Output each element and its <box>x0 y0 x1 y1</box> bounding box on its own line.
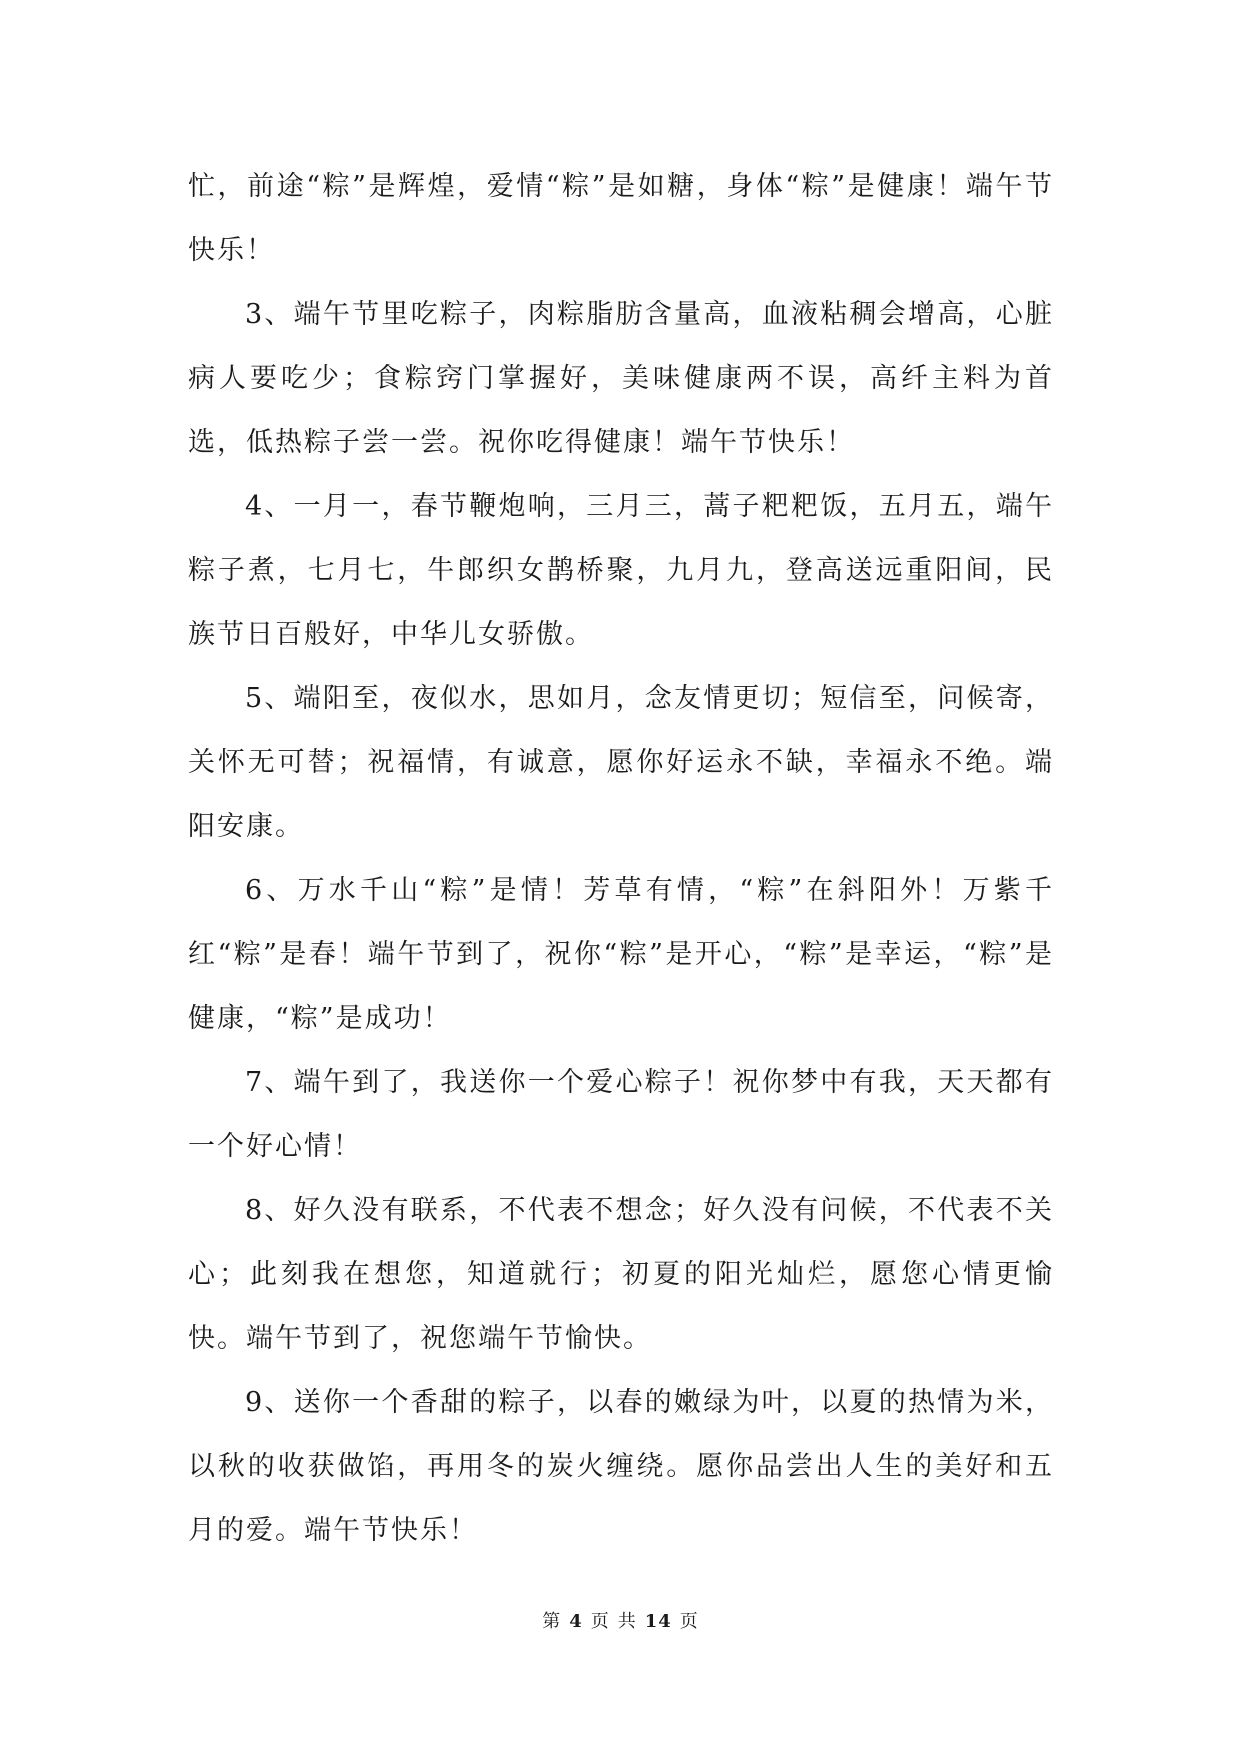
paragraph-item-6: 6、万水千山“粽”是情！芳草有情，“粽”在斜阳外！万紫千红“粽”是春！端午节到了，祝你“粽”是开心，“粽”是幸运，“粽”是健康，“粽”是成功！ <box>188 875 1054 1034</box>
footer-page-unit: 页 <box>590 1611 610 1632</box>
paragraph-item-4: 4、一月一，春节鞭炮响，三月三，蒿子粑粑饭，五月五，端午粽子煮，七月七，牛郎织女鹊桥聚，九月九，登高送远重阳间，民族节日百般好，中华儿女骄傲。 <box>188 491 1054 650</box>
page-footer <box>0 1610 1241 1634</box>
paragraph-item-7: 7、端午到了，我送你一个爱心粽子！祝你梦中有我，天天都有一个好心情！ <box>188 1067 1054 1162</box>
paragraph-continued: 忙，前途“粽”是辉煌，爱情“粽”是如糖，身体“粽”是健康！端午节快乐！ <box>188 171 1054 266</box>
footer-page-number: 4 <box>569 1611 583 1632</box>
footer-total-prefix: 共 <box>617 1611 637 1632</box>
footer-prefix: 第 <box>542 1611 562 1632</box>
paragraph-item-5: 5、端阳至，夜似水，思如月，念友情更切；短信至，问候寄，关怀无可替；祝福情，有诚意，愿你好运永不缺，幸福永不绝。端阳安康。 <box>188 683 1054 842</box>
paragraph-item-3: 3、端午节里吃粽子，肉粽脂肪含量高，血液粘稠会增高，心脏病人要吃少；食粽窍门掌握好，美味健康两不误，高纤主料为首选，低热粽子尝一尝。祝你吃得健康！端午节快乐！ <box>188 299 1054 458</box>
document-body <box>188 155 1054 1563</box>
paragraph-item-9: 9、送你一个香甜的粽子，以春的嫩绿为叶，以夏的热情为米，以秋的收获做馅，再用冬的炭火缠绕。愿你品尝出人生的美好和五月的爱。端午节快乐！ <box>188 1387 1054 1546</box>
footer-total-pages: 14 <box>644 1611 672 1632</box>
paragraph-item-8: 8、好久没有联系，不代表不想念；好久没有问候，不代表不关心；此刻我在想您，知道就行；初夏的阳光灿烂，愿您心情更愉快。端午节到了，祝您端午节愉快。 <box>188 1195 1054 1354</box>
footer-total-unit: 页 <box>679 1611 699 1632</box>
